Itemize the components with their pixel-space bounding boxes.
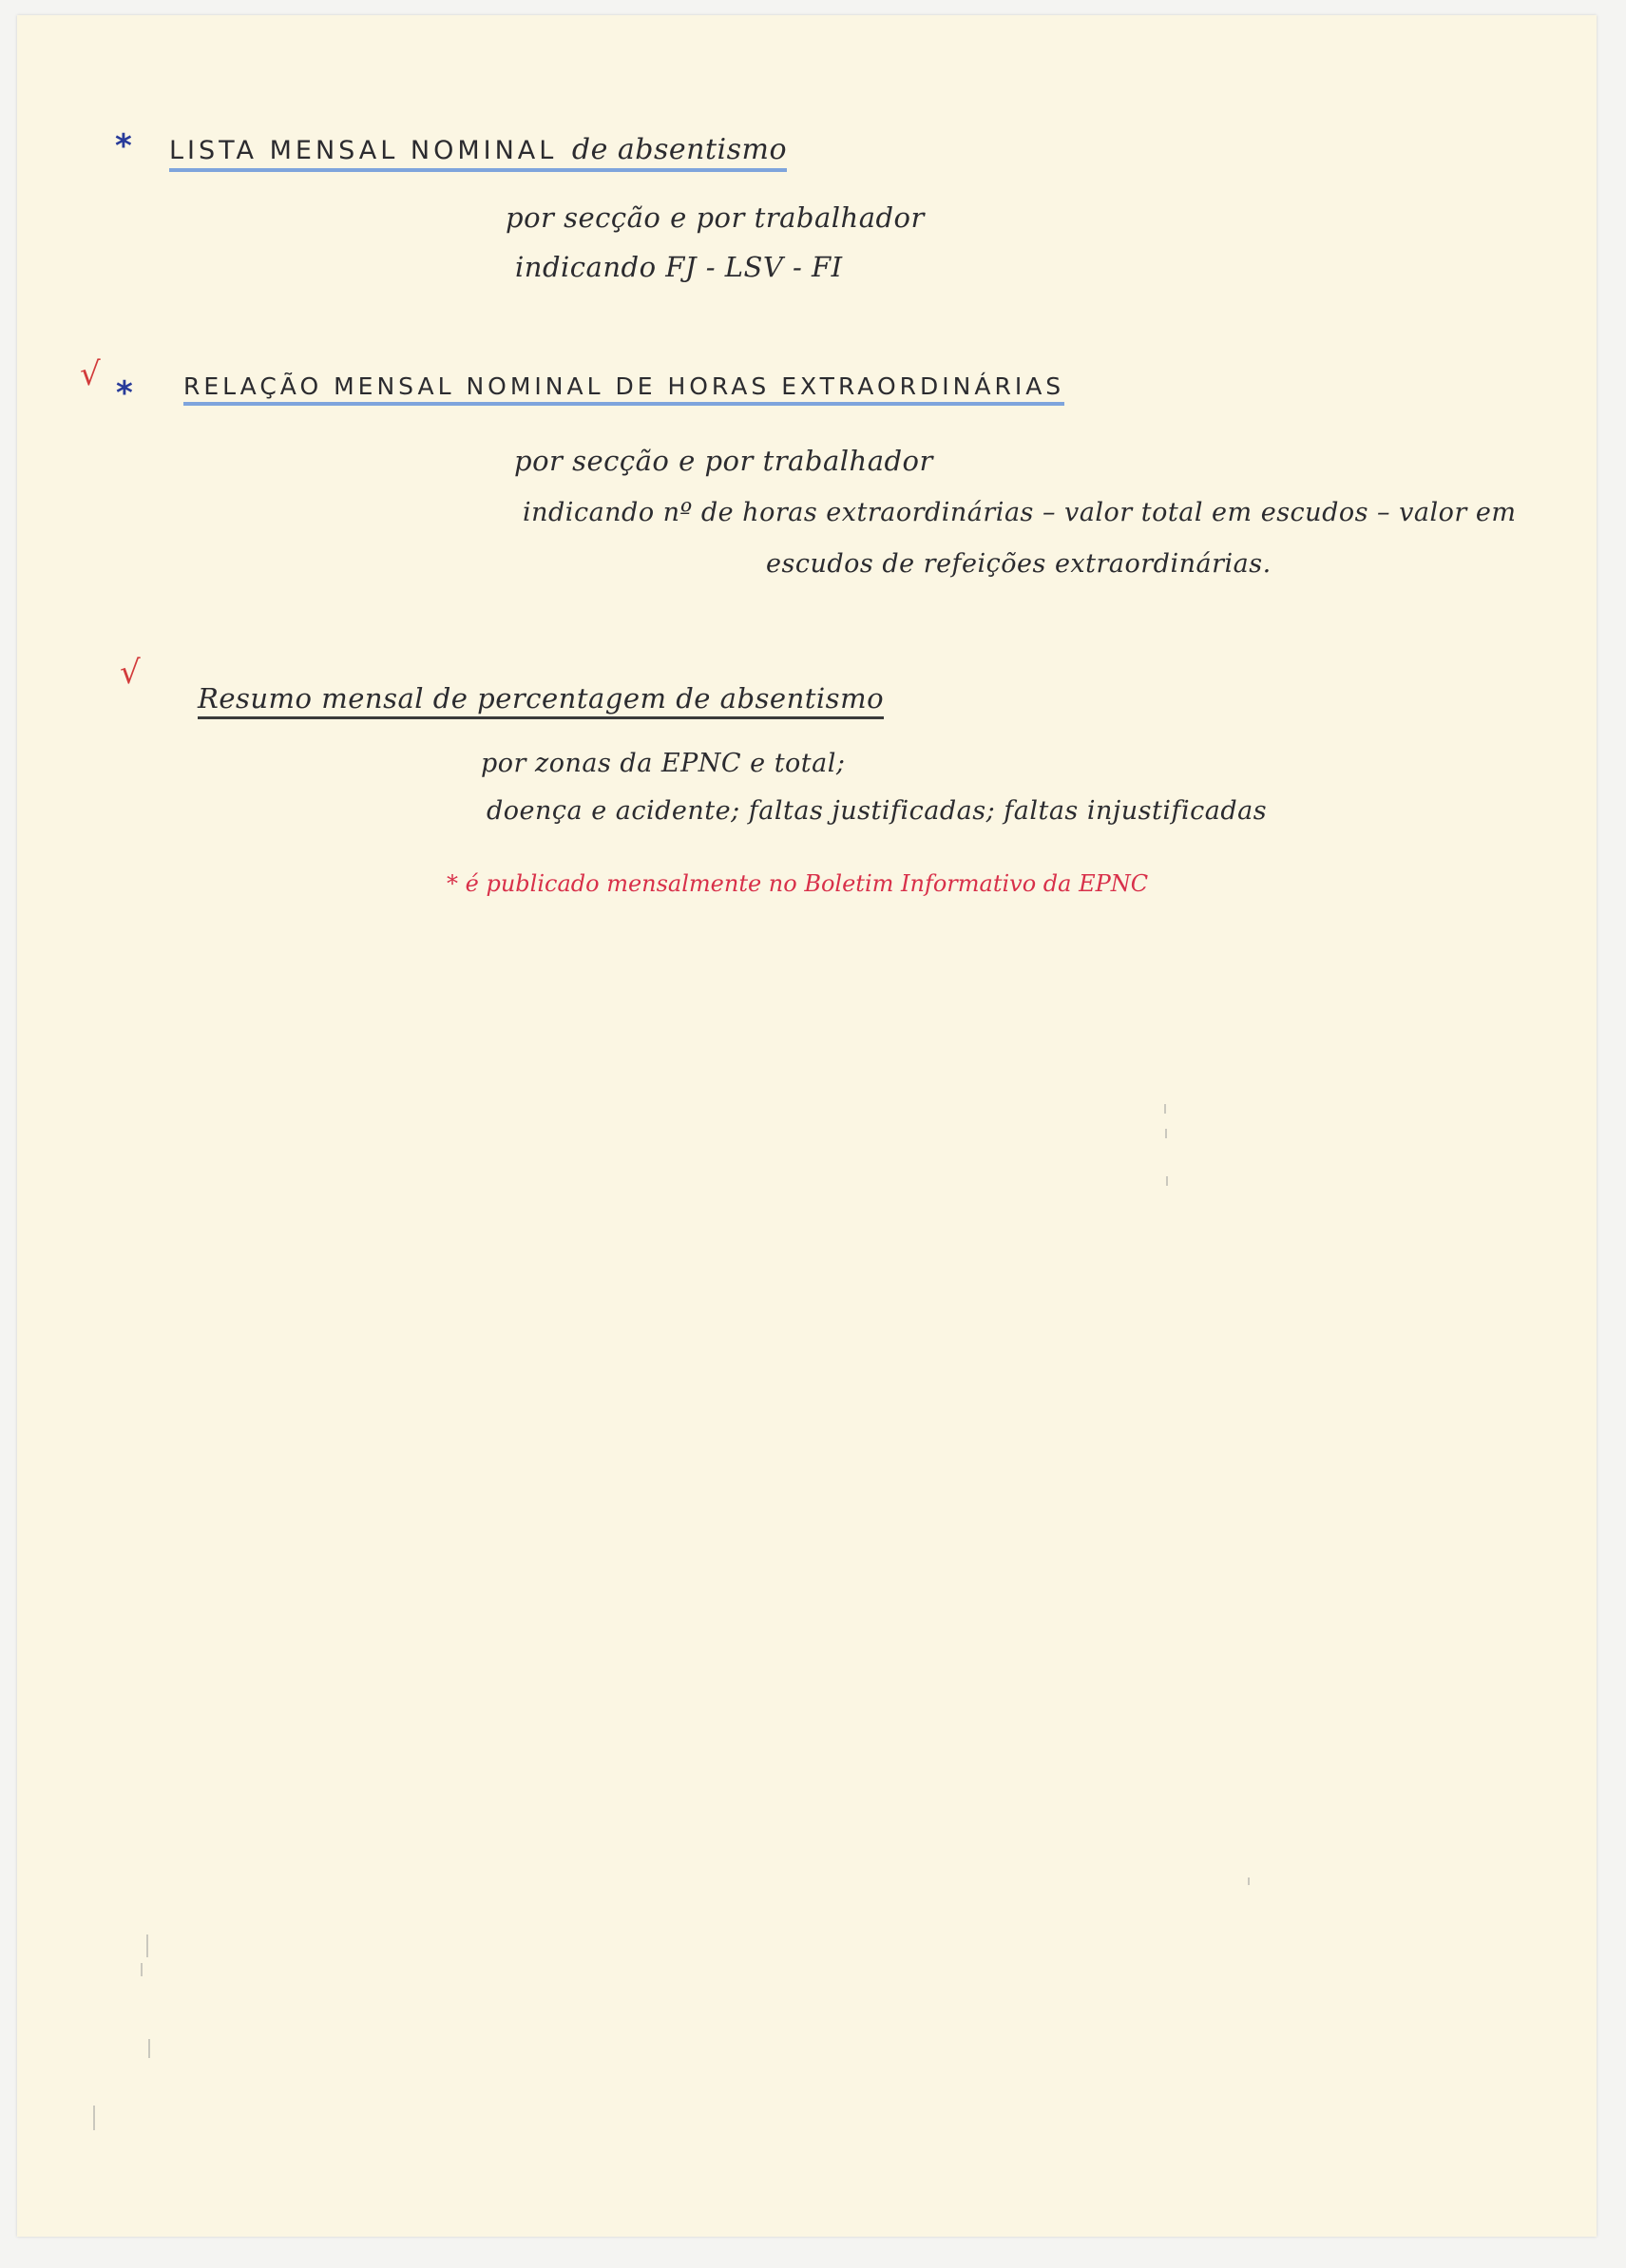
section3-line2: doença e acidente; faltas justificadas; faltas injustificadas: [487, 796, 1268, 826]
paper-speck: [1165, 1129, 1167, 1138]
asterisk-marker: *: [115, 127, 132, 165]
paper-speck: [141, 1963, 143, 1976]
section1-line2: indicando FJ - LSV - FI: [515, 251, 843, 283]
section1-title-rest: de absentismo: [571, 133, 788, 166]
paper-speck: [1248, 1877, 1250, 1885]
paper-speck: [146, 1934, 148, 1957]
section3-line1: por zonas da EPNC e total;: [481, 749, 846, 778]
paper-speck: [93, 2106, 95, 2130]
paper-speck: [1166, 1176, 1168, 1186]
section1-title-caps: LISTA MENSAL NOMINAL: [169, 136, 558, 165]
section2-line1: por secção e por trabalhador: [514, 445, 933, 477]
section2-line3: escudos de refeições extraordinárias.: [766, 549, 1272, 579]
section3-title: Resumo mensal de percentagem de absentismo: [198, 682, 884, 719]
check-mark-icon: √: [80, 355, 101, 393]
asterisk-marker: *: [116, 374, 133, 412]
document-page: [17, 15, 1597, 2237]
check-mark-icon: √: [120, 654, 141, 692]
paper-speck: [148, 2039, 150, 2058]
section1-line1: por secção e por trabalhador: [506, 201, 925, 234]
section2-line2: indicando nº de horas extraordinárias – valor total em escudos – valor em: [523, 498, 1517, 527]
paper-speck: [1164, 1104, 1166, 1114]
section2-title: RELAÇÃO MENSAL NOMINAL DE HORAS EXTRAORDINÁRIAS: [183, 372, 1064, 406]
section1-title: [169, 133, 787, 172]
footnote: * é publicado mensalmente no Boletim Informativo da EPNC: [447, 870, 1149, 897]
